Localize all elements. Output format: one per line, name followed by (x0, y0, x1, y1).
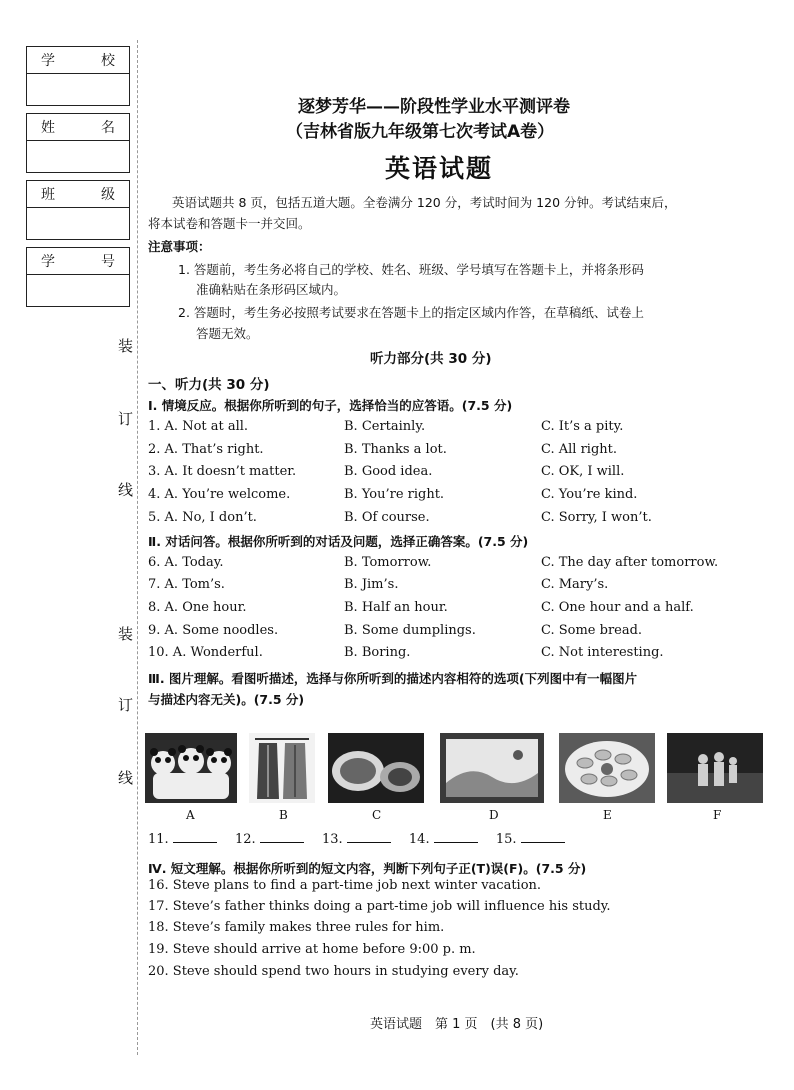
option-a: 1. A. Not at all. (148, 419, 249, 434)
answer-blank[interactable] (521, 833, 565, 843)
intro-text: 将本试卷和答题卡一并交回。 (148, 216, 311, 231)
name-label-1: 姓 (41, 120, 55, 136)
option-a: 9. A. Some noodles. (148, 623, 279, 638)
number-box[interactable] (26, 247, 130, 307)
name-label-2: 名 (101, 120, 115, 136)
page-title: 英语试题 (385, 154, 494, 183)
binding-char: 线 (118, 481, 134, 499)
exam-series-title: 逐梦芳华——阶段性学业水平测评卷 (298, 97, 570, 117)
option-c: C. One hour and a half. (541, 600, 694, 615)
school-label-1: 学 (41, 53, 55, 69)
option-b: B. Jim’s. (344, 577, 399, 592)
notice-item: 准确粘贴在条形码区域内。 (196, 282, 347, 297)
option-c: C. Mary’s. (541, 577, 609, 592)
option-a: 6. A. Today. (148, 555, 224, 570)
picture-label: D (489, 808, 499, 822)
option-b: B. Thanks a lot. (344, 442, 447, 457)
option-a: 4. A. You’re welcome. (148, 487, 291, 502)
option-c: C. Some bread. (541, 623, 643, 638)
blank-number: 14. (408, 832, 430, 847)
answer-blanks (148, 832, 579, 847)
option-a: 5. A. No, I don’t. (148, 510, 257, 525)
subsection-title: 与描述内容无关)。(7.5 分) (148, 692, 305, 707)
picture-label: F (713, 808, 722, 822)
statement: 17. Steve’s father thinks doing a part-time job will influence his study. (148, 899, 611, 914)
picture-coats (249, 733, 315, 803)
intro-text: 英语试题共 8 页，包括五道大题。全卷满分 120 分，考试时间为 120 分钟。考试结束后， (172, 195, 677, 210)
binding-char: 订 (118, 410, 134, 428)
picture-pandas (145, 733, 237, 803)
option-a: 8. A. One hour. (148, 600, 247, 615)
answer-blank[interactable] (173, 833, 217, 843)
option-a: 3. A. It doesn’t matter. (148, 464, 297, 479)
notice-item: 1. 答题前，考生务必将自己的学校、姓名、班级、学号填写在答题卡上，并将条形码 (178, 262, 644, 277)
option-a: 10. A. Wonderful. (148, 645, 263, 660)
statement: 16. Steve plans to find a part-time job next winter vacation. (148, 878, 542, 893)
class-label-1: 班 (41, 187, 55, 203)
picture-label: B (279, 808, 288, 822)
picture-food (328, 733, 424, 803)
option-c: C. You’re kind. (541, 487, 638, 502)
option-b: B. Half an hour. (344, 600, 448, 615)
statement: 20. Steve should spend two hours in studying every day. (148, 964, 519, 979)
school-label-2: 校 (101, 53, 115, 69)
notice-item: 2. 答题时，考生务必按照考试要求在答题卡上的指定区域内作答，在草稿纸、试卷上 (178, 305, 644, 320)
blank-number: 13. (321, 832, 343, 847)
option-a: 2. A. That’s right. (148, 442, 264, 457)
binding-char: 线 (118, 769, 134, 787)
notice-title: 注意事项： (148, 239, 211, 254)
option-c: C. The day after tomorrow. (541, 555, 719, 570)
picture-label: A (186, 808, 195, 822)
option-c: C. Not interesting. (541, 645, 664, 660)
answer-blank[interactable] (347, 833, 391, 843)
option-a: 7. A. Tom’s. (148, 577, 225, 592)
blank-number: 11. (148, 832, 169, 847)
number-label-2: 号 (101, 254, 115, 270)
binding-char: 装 (118, 625, 134, 643)
answer-blank[interactable] (434, 833, 478, 843)
picture-dumplings (559, 733, 655, 803)
class-box[interactable] (26, 180, 130, 240)
picture-outdoor (440, 733, 544, 803)
blank-number: 12. (234, 832, 256, 847)
blank-number: 15. (495, 832, 517, 847)
option-b: B. You’re right. (344, 487, 445, 502)
binding-char: 装 (118, 337, 134, 355)
answer-blank[interactable] (260, 833, 304, 843)
name-box[interactable] (26, 113, 130, 173)
picture-label: C (372, 808, 382, 822)
notice-item: 答题无效。 (196, 326, 259, 341)
page-footer: 英语试题 第 1 页 (共 8 页) (370, 1017, 544, 1032)
school-box[interactable] (26, 46, 130, 106)
picture-people (667, 733, 763, 803)
subsection-title: Ⅳ. 短文理解。根据你所听到的短文内容，判断下列句子正(T)误(F)。(7.5 分) (148, 861, 587, 876)
picture-label: E (603, 808, 612, 822)
subsection-title: Ⅰ. 情境反应。根据你所听到的句子，选择恰当的应答语。(7.5 分) (148, 398, 513, 413)
option-b: B. Certainly. (344, 419, 426, 434)
binding-char: 订 (118, 696, 134, 714)
option-b: B. Good idea. (344, 464, 433, 479)
section-title: 一、听力(共 30 分) (148, 377, 270, 393)
option-b: B. Some dumplings. (344, 623, 476, 638)
subsection-title: Ⅱ. 对话问答。根据你所听到的对话及问题，选择正确答案。(7.5 分) (148, 534, 529, 549)
statement: 18. Steve’s family makes three rules for him. (148, 920, 445, 935)
option-b: B. Of course. (344, 510, 430, 525)
exam-edition: （吉林省版九年级第七次考试A卷） (286, 122, 555, 142)
option-b: B. Tomorrow. (344, 555, 432, 570)
class-label-2: 级 (101, 187, 115, 203)
option-b: B. Boring. (344, 645, 411, 660)
part-title: 听力部分(共 30 分) (370, 351, 492, 367)
statement: 19. Steve should arrive at home before 9:00 p. m. (148, 942, 476, 957)
option-c: C. Sorry, I won’t. (541, 510, 652, 525)
binding-line (137, 40, 138, 1055)
option-c: C. It’s a pity. (541, 419, 624, 434)
number-label-1: 学 (41, 254, 55, 270)
option-c: C. OK, I will. (541, 464, 625, 479)
option-c: C. All right. (541, 442, 618, 457)
subsection-title: Ⅲ. 图片理解。看图听描述，选择与你所听到的描述内容相符的选项(下列图中有一幅图片 (148, 671, 638, 686)
